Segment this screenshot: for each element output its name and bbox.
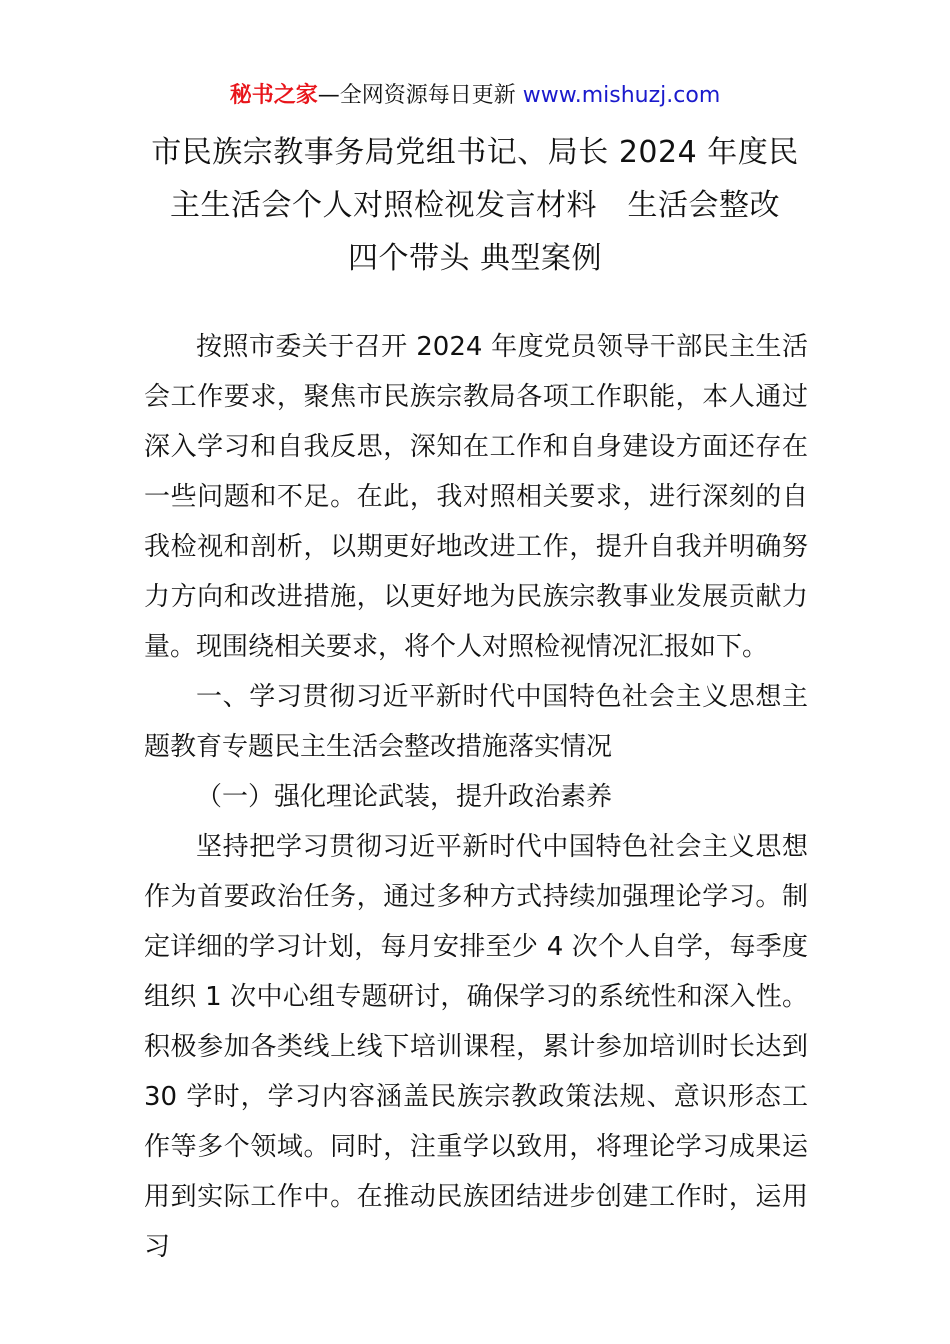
title-line-2: 主生活会个人对照检视发言材料 生活会整改	[170, 188, 780, 223]
site-brand: 秘书之家	[229, 83, 318, 108]
title-line-3: 四个带头 典型案例	[347, 241, 603, 276]
intro-paragraph: 按照市委关于召开 2024 年度党员领导干部民主生活会工作要求，聚焦市民族宗教局各项工作职能，本人通过深入学习和自我反思，深知在工作和自身建设方面还存在一些问题和不足。在此，我对照相关要求，进行深刻的自我检视和剖析，以期更好地改进工作，提升自我并明确努力方向和改进措施，以更好地为民族宗教事业发展贡献力量。现围绕相关要求，将个人对照检视情况汇报如下。	[144, 332, 808, 662]
document-title	[120, 126, 830, 285]
section-heading-1: 一、学习贯彻习近平新时代中国特色社会主义思想主题教育专题民主生活会整改措施落实情况	[144, 682, 808, 762]
document-body	[144, 322, 808, 1272]
site-header	[0, 80, 950, 112]
title-line-1: 市民族宗教事务局党组书记、局长 2024 年度民	[151, 135, 799, 170]
body-paragraph-1: 坚持把学习贯彻习近平新时代中国特色社会主义思想作为首要政治任务，通过多种方式持续加强理论学习。制定详细的学习计划，每月安排至少 4 次个人自学，每季度组织 1 次中心组专题研讨，确保学习的系统性和深入性。积极参加各类线上线下培训课程，累计参加培训时长达到 30 学时，学习内容涵盖民族宗教政策法规、意识形态工作等多个领域。同时，注重学以致用，将理论学习成果运用到实际工作中。在推动民族团结进步创建工作时，运用习	[144, 832, 808, 1262]
site-tagline: —全网资源每日更新	[317, 83, 523, 108]
subsection-heading-1: （一）强化理论武装，提升政治素养	[196, 782, 613, 812]
site-url-link[interactable]: www.mishuzj.com	[522, 83, 721, 108]
